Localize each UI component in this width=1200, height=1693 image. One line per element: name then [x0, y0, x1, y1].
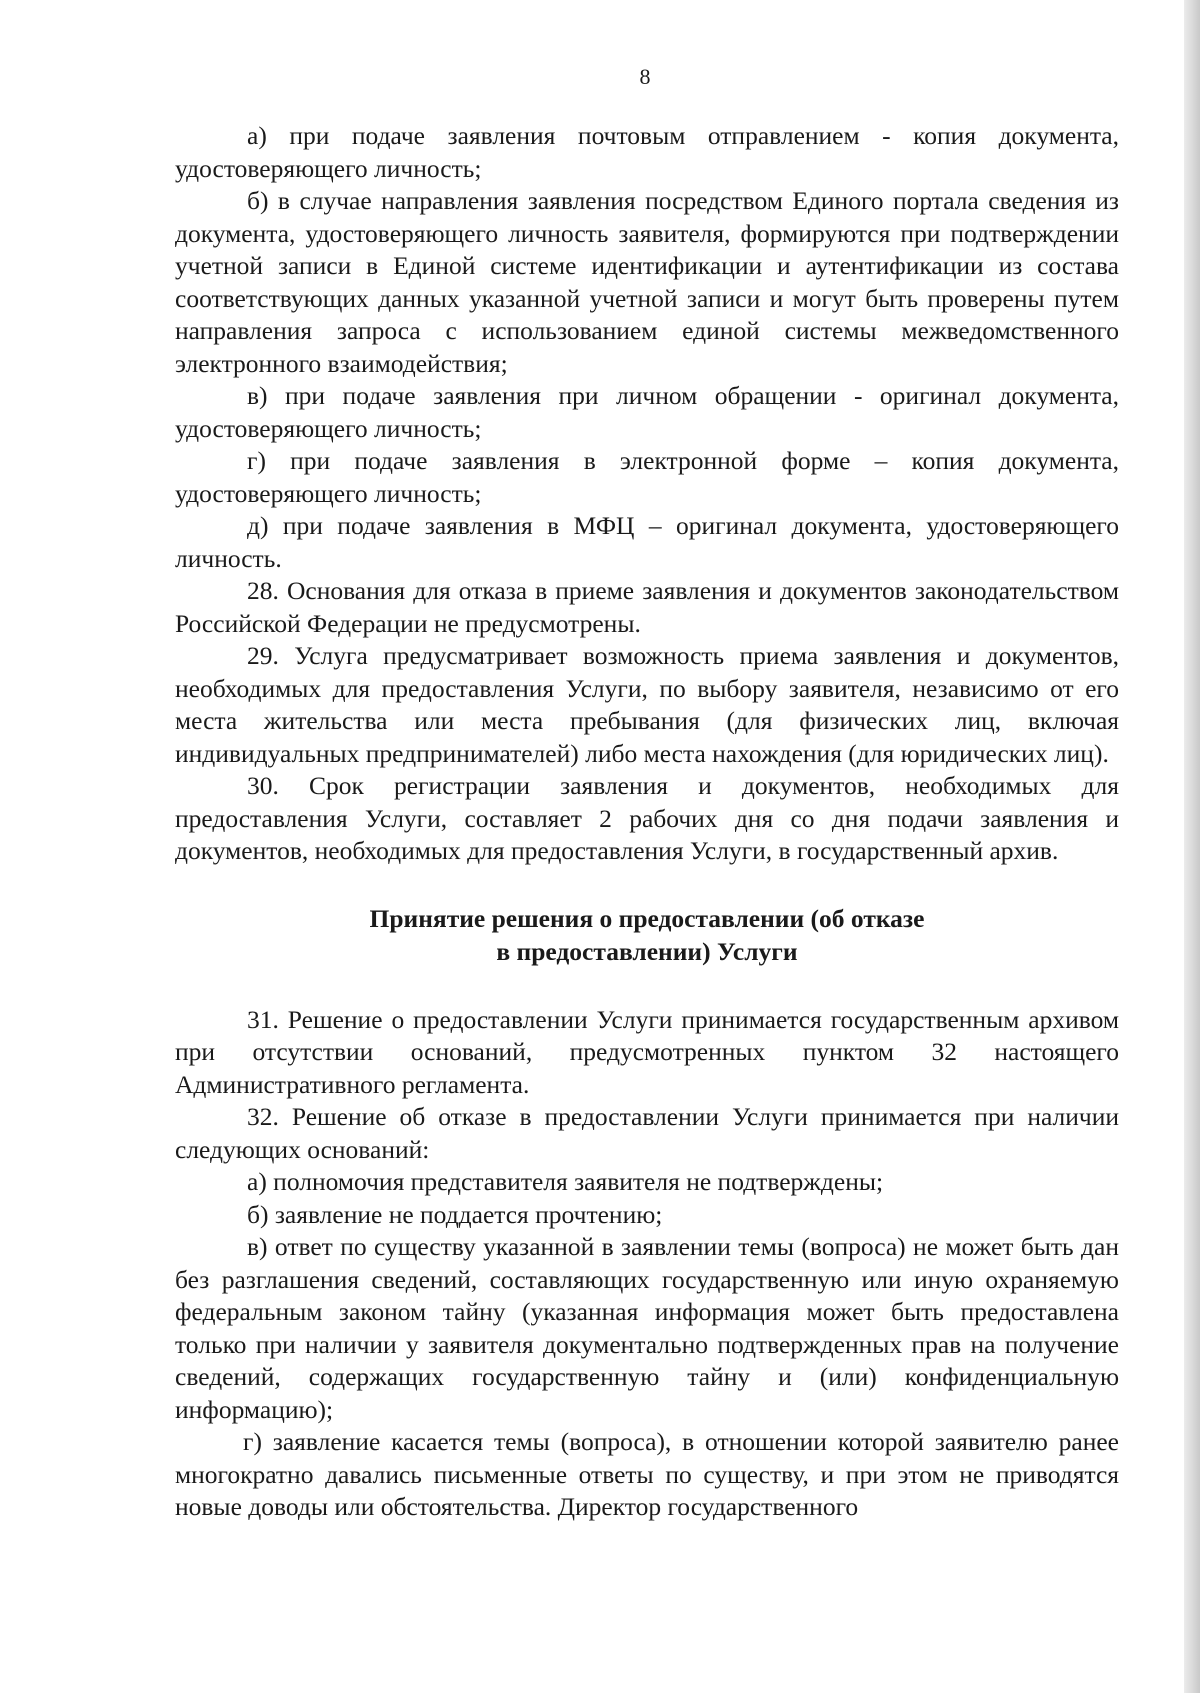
- page-edge-shadow: [1184, 0, 1200, 1693]
- paragraph-30: 30. Срок регистрации заявления и документов, необходимых для предоставления Услуги, составляет 2 рабочих дня со дня подачи заявления и документов, необходимых для предоставления Услуги, в государственный архив.: [175, 771, 1119, 865]
- section-heading-line-1: Принятие решения о предоставлении (об отказе: [369, 903, 925, 933]
- paragraph-item-v-personal: в) при подаче заявления при личном обращении - оригинал документа, удостоверяющего личность;: [175, 381, 1119, 443]
- paragraph-28: 28. Основания для отказа в приеме заявления и документов законодательством Российской Федерации не предусмотрены.: [175, 576, 1119, 638]
- section-heading-line-2: в предоставлении) Услуги: [496, 936, 798, 966]
- paragraph-32-item-g: г) заявление касается темы (вопроса), в отношении которой заявителю ранее многократно давались письменные ответы по существу, и при этом не приводятся новые доводы или обстоятельства. Директор государственного: [175, 1427, 1119, 1521]
- section-heading: [175, 902, 1119, 968]
- paragraph-32: 32. Решение об отказе в предоставлении Услуги принимается при наличии следующих оснований:: [175, 1102, 1119, 1164]
- paragraph-item-b-portal: б) в случае направления заявления посредством Единого портала сведения из документа, удостоверяющего личность заявителя, формируются при подтверждении учетной записи в Единой системе идентификации и аутентификации из состава соответствующих данных указанной учетной записи и могут быть проверены путем направления запроса с использованием единой системы межведомственного электронного взаимодействия;: [175, 186, 1119, 378]
- paragraph-item-a-postal: а) при подаче заявления почтовым отправлением - копия документа, удостоверяющего личность;: [175, 121, 1119, 183]
- page-number: 8: [639, 64, 651, 89]
- paragraph-item-d-mfc: д) при подаче заявления в МФЦ – оригинал документа, удостоверяющего личность.: [175, 511, 1119, 573]
- paragraph-32-item-a: а) полномочия представителя заявителя не подтверждены;: [247, 1167, 884, 1196]
- paragraph-29: 29. Услуга предусматривает возможность приема заявления и документов, необходимых для предоставления Услуги, по выбору заявителя, независимо от его места жительства или места пребывания (для физических лиц, включая индивидуальных предпринимателей) либо места нахождения (для юридических лиц).: [175, 641, 1119, 768]
- document-body: [175, 120, 1119, 1524]
- paragraph-item-g-electronic: г) при подаче заявления в электронной форме – копия документа, удостоверяющего личность;: [175, 446, 1119, 508]
- paragraph-31: 31. Решение о предоставлении Услуги принимается государственным архивом при отсутствии оснований, предусмотренных пунктом 32 настоящего Административного регламента.: [175, 1004, 1119, 1099]
- paragraph-32-item-v: в) ответ по существу указанной в заявлении темы (вопроса) не может быть дан без разглашения сведений, составляющих государственную или иную охраняемую федеральным законом тайну (указанная информация может быть предоставлена только при наличии у заявителя документально подтвержденных прав на получение сведений, содержащих государственную тайну и (или) конфиденциальную информацию);: [175, 1232, 1119, 1424]
- paragraph-32-item-b: б) заявление не поддается прочтению;: [247, 1199, 663, 1229]
